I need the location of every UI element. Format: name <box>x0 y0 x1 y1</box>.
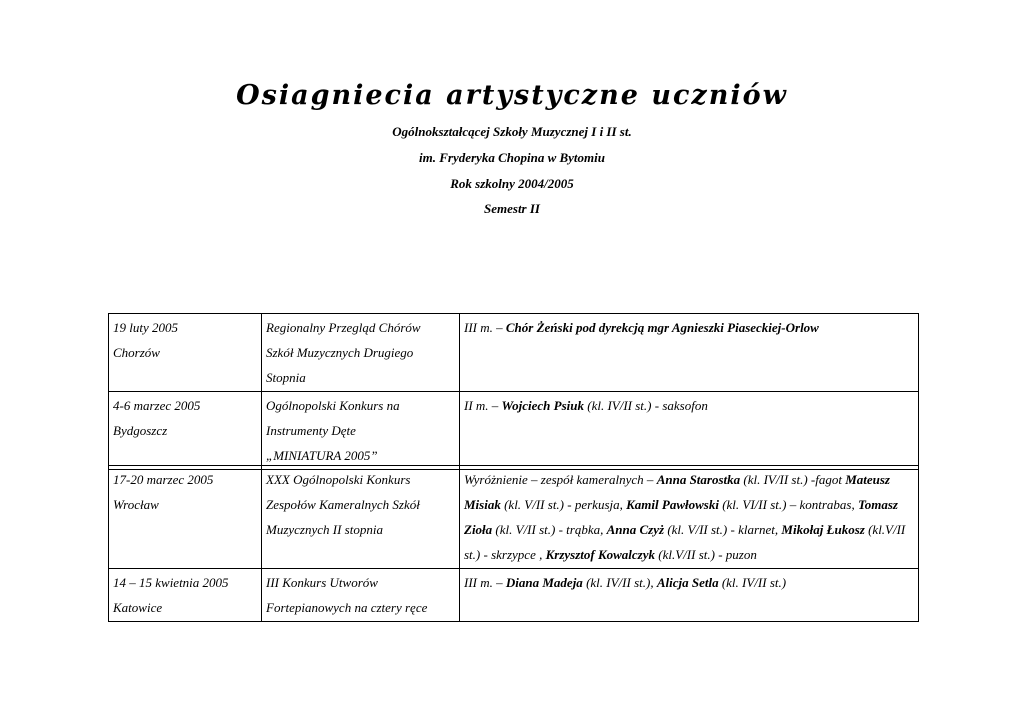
result-text: (kl.V/II st.) - puzon <box>655 547 757 562</box>
subtitle-patron: im. Fryderyka Chopina w Bytomiu <box>419 150 605 165</box>
result-text: (kl. IV/II st.) <box>718 575 787 590</box>
result-cell <box>460 569 919 622</box>
result-text: (kl. V/II st.) - perkusja, <box>500 497 627 512</box>
event-name-line: „MINIATURA 2005” <box>266 448 378 463</box>
competition-date: 17-20 marzec 2005 <box>113 472 214 487</box>
result-winner: Krzysztof Kowalczyk <box>545 547 656 562</box>
result-prefix: III m. – <box>464 320 506 335</box>
event-name-line: Szkół Muzycznych Drugiego <box>266 345 414 360</box>
result-text: Wyróżnienie – zespół kameralnych – <box>464 472 657 487</box>
table-row <box>109 314 919 392</box>
event-cell <box>262 392 460 470</box>
event-name-line: Instrumenty Dęte <box>266 423 356 438</box>
result-winner: Diana Madeja <box>505 575 583 590</box>
result-text: (kl. IV/II st.), <box>582 575 657 590</box>
result-winner: Wojciech Psiuk <box>501 398 584 413</box>
result-text: (kl. V/II st.) - trąbka, <box>492 522 607 537</box>
result-winner: Anna Czyż <box>606 522 665 537</box>
table-row <box>109 392 919 470</box>
date-place-cell <box>109 466 262 569</box>
result-cell <box>460 392 919 470</box>
result-text: (kl. V/II st.) - klarnet, <box>664 522 782 537</box>
result-text: (kl.V/II st.) - skrzypce , <box>464 522 906 562</box>
competition-place: Wrocław <box>113 497 159 512</box>
event-name-line: Zespołów Kameralnych Szkół <box>266 497 420 512</box>
subtitle-school: Ogólnokształcącej Szkoły Muzycznej I i II st. <box>392 124 632 139</box>
result-winner: Tomasz Zioła <box>464 497 898 537</box>
competition-place: Chorzów <box>113 345 160 360</box>
result-winner: Mateusz Misiak <box>464 472 890 512</box>
competition-date: 4-6 marzec 2005 <box>113 398 201 413</box>
event-name-line: XXX Ogólnopolski Konkurs <box>266 472 411 487</box>
event-cell <box>262 569 460 622</box>
achievements-table-2 <box>108 465 919 622</box>
result-winner: Chór Żeński pod dyrekcją mgr Agnieszki Piaseckiej-Orlow <box>505 320 819 335</box>
result-cell <box>460 314 919 392</box>
result-winner: Mikołaj Łukosz <box>781 522 865 537</box>
result-text: (kl. IV/II st.) -fagot <box>740 472 846 487</box>
event-name-line: Fortepianowych na cztery ręce <box>266 600 428 615</box>
subtitle-semester: Semestr II <box>484 201 540 216</box>
table-row <box>109 569 919 622</box>
competition-date: 14 – 15 kwietnia 2005 <box>113 575 229 590</box>
event-name-line: Muzycznych II stopnia <box>266 522 383 537</box>
result-winner: Anna Starostka <box>656 472 741 487</box>
date-place-cell <box>109 569 262 622</box>
result-prefix: II m. – <box>464 398 502 413</box>
event-name-line: Ogólnopolski Konkurs na <box>266 398 400 413</box>
competition-place: Katowice <box>113 600 163 615</box>
result-text: (kl. VI/II st.) – kontrabas, <box>718 497 858 512</box>
result-winner: Kamil Pawłowski <box>626 497 719 512</box>
competition-place: Bydgoszcz <box>113 423 168 438</box>
event-name-line: Regionalny Przegląd Chórów <box>266 320 421 335</box>
event-name-line: Stopnia <box>266 370 306 385</box>
table-row <box>109 466 919 569</box>
event-name-line: III Konkurs Utworów <box>266 575 378 590</box>
achievements-table-1 <box>108 313 919 470</box>
result-text: III m. – <box>464 575 506 590</box>
subtitle-school-year: Rok szkolny 2004/2005 <box>450 176 574 191</box>
result-winner: Alicja Setla <box>656 575 719 590</box>
competition-date: 19 luty 2005 <box>113 320 178 335</box>
date-place-cell <box>109 392 262 470</box>
result-cell <box>460 466 919 569</box>
event-cell <box>262 314 460 392</box>
event-cell <box>262 466 460 569</box>
document-title: Osiagniecia artystyczne uczniów <box>236 80 788 111</box>
date-place-cell <box>109 314 262 392</box>
result-suffix: (kl. IV/II st.) - saksofon <box>584 398 708 413</box>
